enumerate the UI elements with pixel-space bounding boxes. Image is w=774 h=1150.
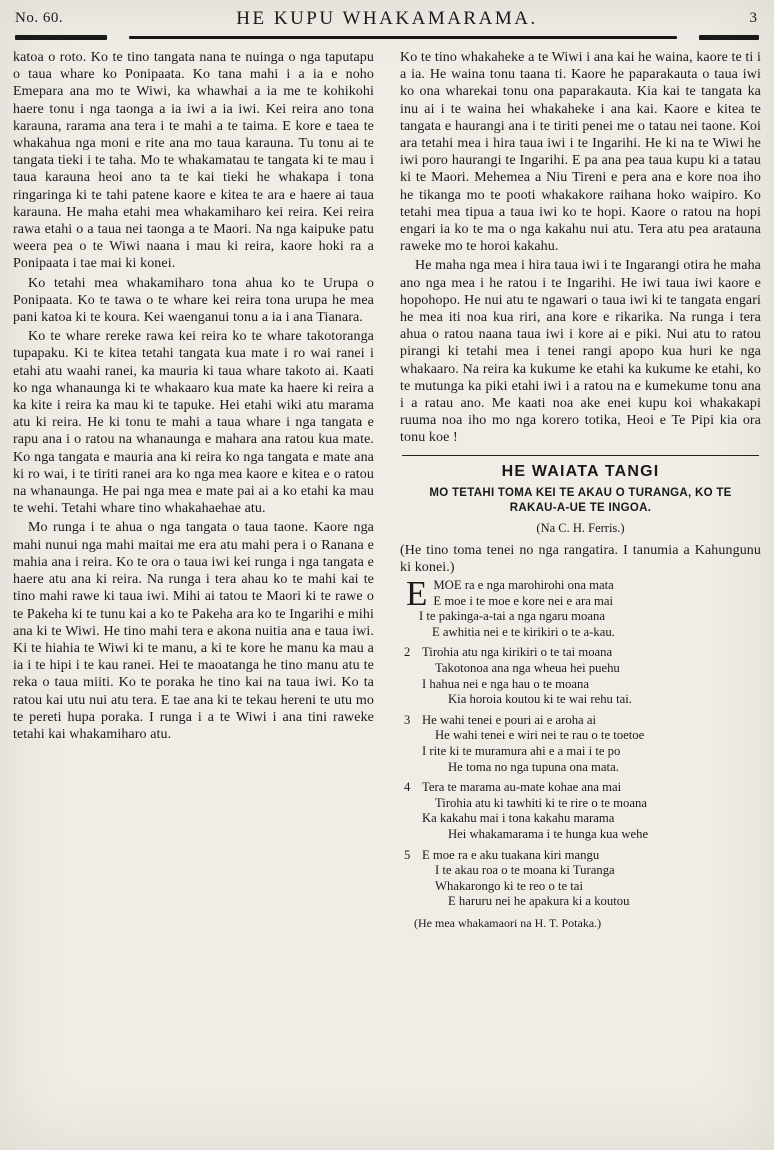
waiata-verse [400,780,761,842]
header-rule-center [129,36,677,39]
verse-line: Tirohia atu nga kirikiri o te tai moana [422,645,613,660]
verse-line: He wahi tenei e wiri nei te rau o te toetoe [435,728,645,743]
waiata-verse [400,574,761,640]
verse-line: I te akau roa o te moana ki Turanga [435,863,615,878]
issue-number: No. 60. [15,10,64,26]
header-rule [15,35,759,40]
paragraph: He maha nga mea i hira taua iwi i te Ingarangi otira he maha ano nga mea i he ratou i te Ingarihi. He iwi taua iwi kaore e hopohopo. He nui atu te ngawari o taua iwi ki te tangata engari he mea iti noa kua riri, ana kore e rikarika. Na runga i tera ahua o ratou naana taua iwi i kore ai e piki. Nui atu to ratou pirangi ki tetahi mea i tenei rangi apopo kua huri ke nga whakaaro. Na reira ka kukume ke etahi ka kukume ke etahi, ko te mutunga ka piki etahi iwi i a ratou na e kumekume tonu ana i a ratau ano. Me kaati noa ake enei kupu koi whakakapi ruuma noa iho mo nga korero totika, Heoi e Te Pipi kia ora tonu koe ! [400,258,761,446]
verse-line: MOE ra e nga marohirohi ona mata [433,578,614,593]
header-rule-left [15,35,107,40]
verse-line: Ka kakahu mai i tona kakahu marama [422,811,615,826]
dropcap-letter: E [406,574,428,614]
waiata-note: (He tino toma tenei no nga rangatira. I tanumia a Kahungunu ki konei.) [400,542,761,575]
verse-number: 2 [404,645,411,660]
verse-number: 4 [404,780,411,795]
verse-line: Whakarongo ki te reo o te tai [435,878,583,893]
paragraph: katoa o roto. Ko te tino tangata nana te nuinga o nga taputapu o taua whare ko Ponipaata. Ko tana mahi i a ia e noho Emepara ana mo te Wiwi, ka whawhai a ia me te kohikohi haere tonu i nga taonga a ia iwi a ia iwi. Kei reira ano tona karauna, rarama ana tera i te mahi a te taima. E kore e taea te whakahua nga moni e rite ana mo taua karauna. Tu tonu ai te tangata tieki i te taha. Mo te whakamatau te tangata ki te mau i taua karauna heoi ano ta te kai tieki he whakapa i tona ringaringa ki te tahi patene kaore e kitea te ara e haere ai taua karauna. He maha etahi mea whakamiharo kei reira. Kei reira rawa etahi o a taua nei taonga a te Maori. Na nga kaipuke patu weera pea o te Wiwi naana i mau ki reira, kaore hoki ra a Ponipaata i tae mai ki konei. [13,50,374,272]
section-divider-rule [402,455,759,456]
header-rule-right [699,35,759,40]
verse-line: I te pakinga-a-tai a nga ngaru moana [419,609,605,624]
page-number: 3 [749,10,757,26]
waiata-verse [400,713,761,775]
verse-line: Tirohia atu ki tawhiti ki te rire o te moana [435,795,648,810]
left-column [13,49,374,931]
translator-note: (He mea whakamaori na H. T. Potaka.) [414,915,602,930]
verse-number: 5 [404,847,411,862]
paragraph: Mo runga i te ahua o nga tangata o taua taone. Kaore nga mahi nunui nga mahi maitai me era atu mahi pera i o Ranana e mahia ana i reira. Ko te ora o taua iwi kei runga i nga tangata e haere atu ana ki reira. Na runga i tera ahau ko te mahi kai te tino mahi rawe ki taua iwi. Mihi ai tatou te Maori ki te rawe o te Pakeha ki te tunu kai a ko te Pakeha ara ko te Ingarihi e mihi ana ki te Wiwi. He tino mahi tera e akona nuitia ana e taua iwi. Ki te hiahia te Wiwi ki te manu, a ki te kore he manu ka mau a ia i te hipi i te kau ranei. Hei te maoatanga he tino manu atu te reka o taua miiti. Ko te poraka he tino kai na taua iwi. Ko ta ratou kai utu nui atu tera. E tae ana ki te tekau hereni te utu mo te pereti hupa poraka. I runga i a te Wiwi i ana tini raweke tetahi kai whakamiharo atu. [13,520,374,742]
masthead [13,8,761,40]
paragraph: Ko tetahi mea whakamiharo tona ahua ko te Urupa o Ponipaata. Ko te tawa o te whare kei reira tona urupa he mea pani katoa ki te koura. Kei waenganui tonu a ia i ana Tianara. [13,275,374,326]
verse-line: E awhitia nei e te kirikiri o te a-kau. [432,624,615,639]
waiata-verse [400,848,761,910]
verse-line: Tera te marama au-mate kohae ana mai [422,780,622,795]
verse-line: I hahua nei e nga hau o te moana [422,676,589,691]
verse-line: Kia horoia koutou ki te wai rehu tai. [448,692,632,707]
right-column [400,49,761,931]
paragraph: Ko te whare rereke rawa kei reira ko te whare takotoranga tupapaku. Ki te kitea tetahi tangata kua mate i ro wai ranei i etahi atu waahi ranei, ka mauria ki taua whare takoto ai. Kaati ko nga whanaunga ki te whakaaro kua mate ka haere ki reira a ka kite i reira ka mau ki te tapuke. Hei etahi wiki atu marama atu ki reira. He ki tonu te mahi a taua whare i nga tangata e rapu ana i o ratou na whanaunga e mahara ana ratou kua mate. Ko nga tangata e mauria ana ki reira ko nga tangata e mate ana ki ro wai, i te tiriti ranei ara ko nga mea kaore e kitea e o ratou na whanaunga. He pai nga mea e mate pai ai a ko etahi ka mau te wehi. Tetahi whare tino whakahaehae atu. [13,329,374,517]
page-title: HE KUPU WHAKAMARAMA. [236,8,538,29]
waiata-byline: (Na C. H. Ferris.) [536,520,625,535]
waiata-heading: HE WAIATA TANGI [501,462,660,480]
verse-line: Takotonoa ana nga wheua hei puehu [435,661,620,676]
waiata-verse [400,645,761,707]
paragraph: Ko te tino whakaheke a te Wiwi i ana kai he waina, kaore te ti i a ia. He waina tonu taana ti. Kaore he paparakauta o taua iwi ko ona wharekai tonu ona paparakauta. Kia kai te tangata ka inu ai i te waina hei whakaheke i ana kai. Kaore e kitea te tangata e haurangi ana i te tiriti penei me o tatau nei taone. Koi ara tetahi mea i hira taua iwi i te Ingarihi. He ki na te Wiwi he iwi poro haurangi te Ingarihi. E pa ana pea taua kupu ki a tatau ki te Maori. Mehemea a Niu Tireni e pera ana e kore noa iho he tikanga mo te pooti whakakore raihana hoko waipiro. Ko tetahi mea tipua a taua iwi ko te hopi. Kaore o ratou na hopi engari ia ko te ma o nga kakahu nui atu. Tera atu pea aratauna raweke mo te horoi kakahu. [400,50,761,255]
waiata-subtitle: MO TETAHI TOMA KEI TE AKAU O TURANGA, KO TE RAKAU-A-UE TE INGOA. [429,486,732,514]
verse-line: E haruru nei he apakura ki a koutou [448,894,630,909]
verse-line: He wahi tenei e pouri ai e aroha ai [422,712,597,727]
verse-line: Hei whakamarama i te hunga kua wehe [448,826,649,841]
verse-line: He toma no nga tupuna ona mata. [448,759,619,774]
verse-line: E moe i te moe e kore nei e ara mai [433,593,614,608]
verse-line: I rite ki te muramura ahi e a mai i te po [422,744,621,759]
content [13,49,761,931]
verse-line: E moe ra e aku tuakana kiri mangu [422,847,600,862]
verse-number: 3 [404,712,411,727]
